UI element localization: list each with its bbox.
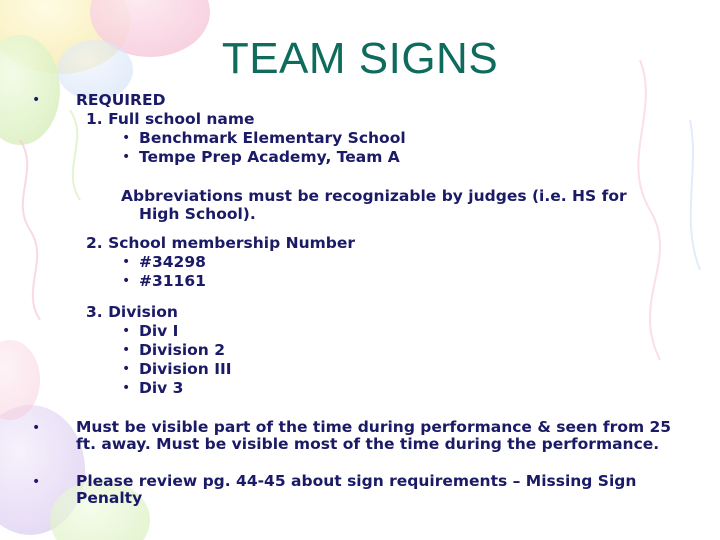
item-2-label: 2. School membership Number	[86, 234, 356, 252]
bullet-marker: •	[122, 273, 131, 289]
item-2-bullet-1: #34298	[139, 253, 206, 271]
bullet-marker: •	[32, 474, 41, 490]
bullet-marker: •	[122, 254, 131, 270]
review-line-2: Penalty	[76, 489, 143, 507]
bullet-marker: •	[122, 323, 131, 339]
item-3-bullet-3: Division III	[139, 360, 232, 378]
slide-title: TEAM SIGNS	[221, 34, 499, 83]
bullet-marker: •	[122, 342, 131, 358]
item-3-bullet-1: Div I	[139, 322, 179, 340]
item-3-bullet-4: Div 3	[139, 379, 184, 397]
bullet-marker: •	[32, 420, 41, 436]
abbreviation-note-line-2: High School).	[139, 205, 256, 223]
item-3-label: 3. Division	[86, 303, 178, 321]
bullet-marker: •	[122, 149, 131, 165]
item-1-bullet-1: Benchmark Elementary School	[139, 129, 406, 147]
bullet-marker: •	[122, 380, 131, 396]
required-heading: REQUIRED	[76, 91, 166, 109]
visibility-line-2: ft. away. Must be visible most of the time during the performance.	[76, 435, 660, 453]
item-3-bullet-2: Division 2	[139, 341, 225, 359]
item-2-bullet-2: #31161	[139, 272, 206, 290]
bullet-marker: •	[32, 92, 41, 108]
item-1-label: 1. Full school name	[86, 110, 255, 128]
item-1-bullet-2: Tempe Prep Academy, Team A	[139, 148, 400, 166]
visibility-line-1: Must be visible part of the time during performance & seen from 25	[76, 418, 672, 436]
abbreviation-note-line-1: Abbreviations must be recognizable by judges (i.e. HS for	[121, 187, 627, 205]
bullet-marker: •	[122, 361, 131, 377]
bullet-marker: •	[122, 130, 131, 146]
review-line-1: Please review pg. 44-45 about sign requirements – Missing Sign	[76, 472, 637, 490]
